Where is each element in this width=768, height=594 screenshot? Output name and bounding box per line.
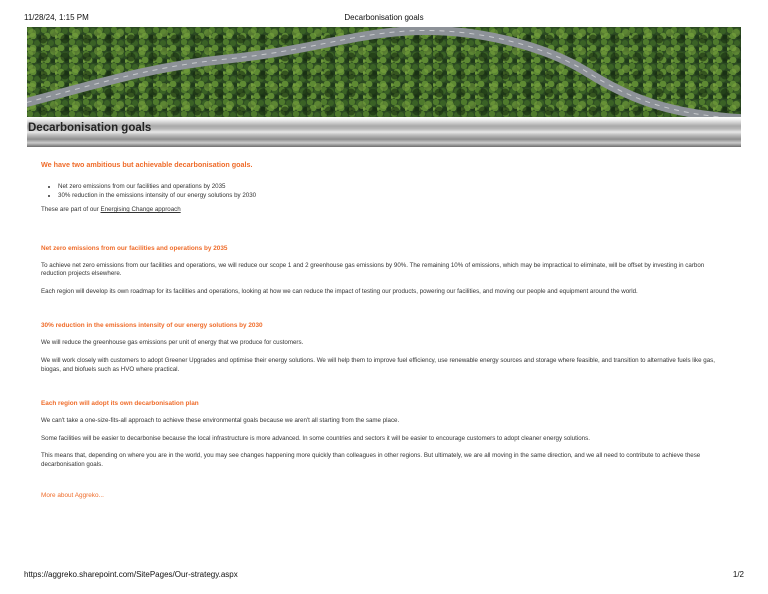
goals-list: [41, 182, 731, 200]
region-heading: Each region will adopt its own decarbonisation plan: [41, 400, 199, 408]
page-number: 1/2: [732, 570, 744, 579]
net-zero-paragraph-2: Each region will develop its own roadmap for its facilities and operations, looking at how we can reduce the impact of testing our products, powering our facilities, and moving our people and equipment around the world.: [41, 287, 638, 295]
print-datetime: 11/28/24, 1:15 PM: [24, 13, 89, 22]
region-paragraph-2: Some facilities will be easier to decarbonise because the local infrastructure is more advanced. In some countries and sectors it will be easier to encourage customers to adopt cleaner energy solutions.: [41, 434, 590, 442]
net-zero-heading: Net zero emissions from our facilities and operations by 2035: [41, 244, 228, 252]
hero-image-aerial-road-forest: [27, 27, 741, 117]
approach-prefix: These are part of our: [41, 206, 101, 213]
page-url: https://aggreko.sharepoint.com/SitePages/Our-strategy.aspx: [24, 570, 238, 579]
approach-paragraph: [41, 206, 731, 215]
more-link-row: [41, 492, 731, 501]
region-paragraph-3: This means that, depending on where you are in the world, you may see changes happening more quickly than colleagues in other regions. But ultimately, we are all moving in the same direction, and we all need to contribute to achieve these decarbonisation goals.: [41, 452, 701, 468]
reduction-heading: 30% reduction in the emissions intensity of our energy solutions by 2030: [41, 322, 263, 330]
article-content: [41, 160, 731, 500]
list-item: • Net zero emissions from our facilities and operations by 2035: [58, 182, 731, 191]
title-banner: [27, 117, 741, 147]
intro-heading: We have two ambitious but achievable decarbonisation goals.: [41, 160, 253, 169]
reduction-paragraph-1: We will reduce the greenhouse gas emissions per unit of energy that we produce for customers.: [41, 339, 304, 347]
print-footer: [24, 570, 744, 582]
net-zero-paragraph-1: To achieve net zero emissions from our facilities and operations, we will reduce our scope 1 and 2 greenhouse gas emissions by 90%. The remaining 10% of emissions, which may be impractical to eliminate, will be offset by investing in carbon reduction projects elsewhere.: [41, 261, 705, 278]
page-title: Decarbonisation goals: [28, 122, 152, 134]
energising-change-link[interactable]: Energising Change approach: [100, 206, 181, 213]
region-paragraph-1: We can't take a one-size-fits-all approach to achieve these environmental goals because we aren't all starting from the same place.: [41, 417, 400, 425]
more-about-aggreko-link[interactable]: More about Aggreko...: [41, 491, 104, 499]
list-item: • 30% reduction in the emissions intensity of our energy solutions by 2030: [58, 191, 731, 200]
print-header: [24, 13, 744, 25]
print-page-title: Decarbonisation goals: [344, 13, 424, 22]
reduction-paragraph-2: We will work closely with customers to adopt Greener Upgrades and optimise their energy solutions. We will help them to improve fuel efficiency, use renewable energy sources and storage where feasible, and transition to alternative fuels like gas, biogas, and biofuels such as HVO where practical.: [41, 356, 715, 373]
